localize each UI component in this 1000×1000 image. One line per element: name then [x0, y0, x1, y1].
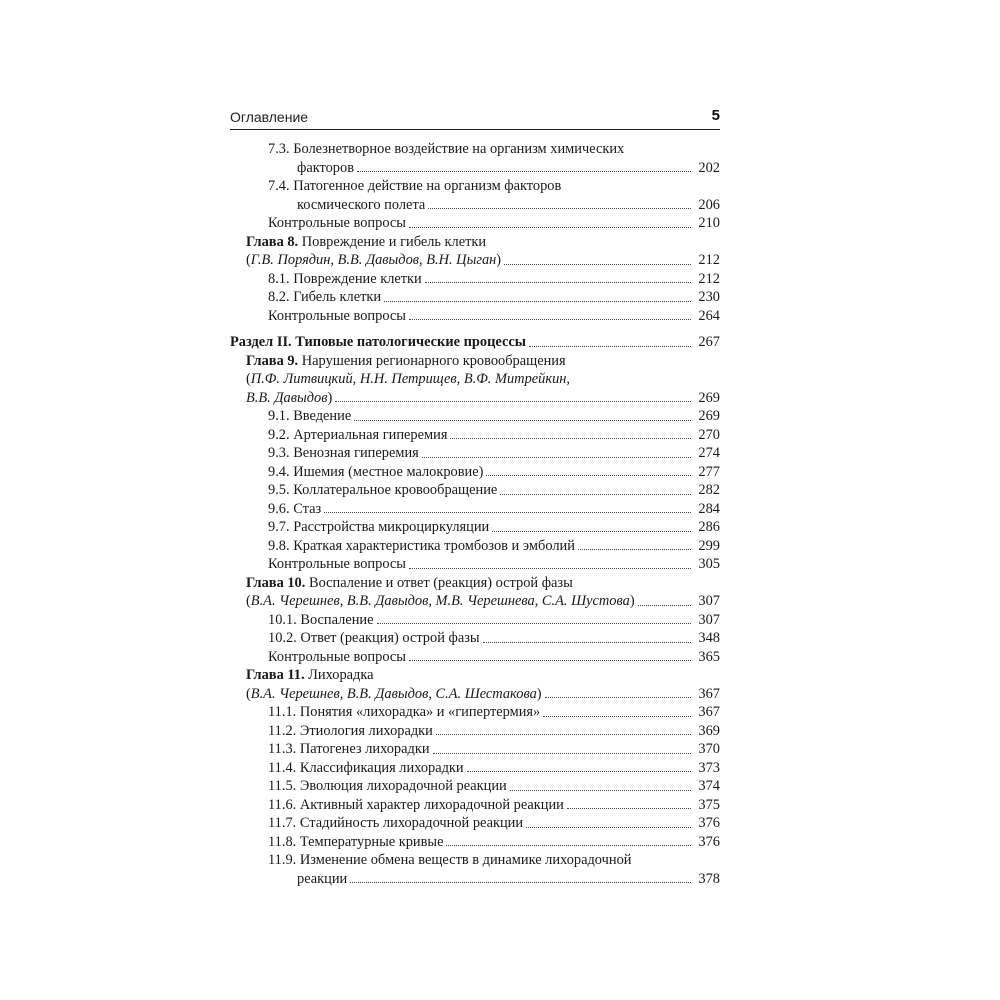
- toc-page-number: 206: [698, 196, 720, 213]
- dot-leader: [409, 568, 691, 569]
- toc-page-number: 270: [698, 426, 720, 443]
- toc-entry-title: 9.3. Венозная гиперемия: [268, 445, 419, 461]
- dot-leader: [422, 457, 691, 458]
- toc-page-number: 367: [698, 685, 720, 702]
- toc-entry-control-questions-10: [230, 648, 720, 667]
- toc-entry-title: Контрольные вопросы: [268, 556, 406, 572]
- toc-entry-title-cont: космического полета: [297, 196, 426, 213]
- toc-entry-title: 9.5. Коллатеральное кровообращение: [268, 482, 498, 498]
- toc-sections-11: [230, 703, 720, 851]
- toc-page-number: 264: [698, 307, 720, 324]
- toc-entry-control-questions-9: [230, 555, 720, 574]
- toc-entry: [230, 407, 720, 426]
- toc-entry-title: Болезнетворное воздействие на организм химических: [293, 141, 625, 157]
- toc-entry-title: Контрольные вопросы: [268, 648, 406, 665]
- toc-page-number: 230: [698, 289, 720, 305]
- toc-entry-title: 9.1. Введение: [268, 408, 352, 424]
- toc-entry-title-cont: реакции: [297, 870, 348, 887]
- dot-leader: [446, 845, 691, 846]
- toc-page-number: 376: [698, 815, 720, 831]
- toc-entry-title: 8.2. Гибель клетки: [268, 289, 382, 305]
- toc-page-number: 370: [698, 741, 720, 757]
- toc-page-number: 378: [698, 870, 720, 887]
- toc-entry-7-4-cont: [230, 196, 720, 215]
- toc-entry: [230, 537, 720, 556]
- dot-leader: [578, 549, 691, 550]
- toc-entry-control-questions-7: [230, 214, 720, 233]
- toc-entry-title: Контрольные вопросы: [268, 307, 406, 324]
- toc-entry-title: 11.3. Патогенез лихорадки: [268, 741, 430, 757]
- toc-entry-7-3: [230, 140, 720, 159]
- toc-entry-11-9: [230, 851, 720, 870]
- toc-entry-title: 9.8. Краткая характеристика тромбозов и эмболий: [268, 537, 575, 554]
- toc-page-number: 365: [698, 648, 720, 665]
- toc-entry-number: 7.4.: [268, 178, 290, 194]
- dot-leader: [567, 808, 691, 809]
- toc-page-number: 307: [698, 611, 720, 628]
- toc-entry: [230, 444, 720, 463]
- toc-page-number: 299: [698, 537, 720, 554]
- toc-entry-11-9-cont: [230, 870, 720, 889]
- page-number: 5: [711, 107, 720, 124]
- toc-part-2: [230, 333, 720, 352]
- dot-leader: [409, 319, 691, 320]
- chapter-title: Лихорадка: [308, 667, 374, 683]
- dot-leader: [529, 346, 691, 347]
- toc-page-number: 369: [698, 722, 720, 739]
- toc-chapter-9-authors-cont: [230, 389, 720, 408]
- toc-chapter-11-authors: [230, 685, 720, 704]
- toc-page-number: 307: [698, 593, 720, 609]
- dot-leader: [354, 420, 691, 421]
- toc-entry: [230, 777, 720, 796]
- dot-leader: [409, 660, 691, 661]
- toc-page-number: 348: [698, 630, 720, 646]
- toc-page-number: 282: [698, 482, 720, 498]
- toc-entry: [230, 796, 720, 815]
- toc-entry: [230, 759, 720, 778]
- dot-leader: [638, 605, 691, 606]
- dot-leader: [492, 531, 691, 532]
- toc-entry-title: 11.1. Понятия «лихорадка» и «гипертермия»: [268, 704, 541, 720]
- toc-page-number: 374: [698, 778, 720, 794]
- toc-entry: [230, 426, 720, 445]
- toc-page-number: 305: [698, 556, 720, 572]
- chapter-authors: (В.А. Черешнев, В.В. Давыдов, С.А. Шестакова): [246, 685, 542, 702]
- toc-page-number: 202: [698, 159, 720, 176]
- toc-entry-title: Патогенное действие на организм факторов: [293, 178, 562, 194]
- toc-entry-7-4: [230, 177, 720, 196]
- chapter-label: Глава 10.: [246, 574, 306, 591]
- toc-entry-title: 8.1. Повреждение клетки: [268, 270, 422, 287]
- toc-entry: [230, 481, 720, 500]
- dot-leader: [510, 790, 691, 791]
- toc-entry: [230, 833, 720, 852]
- toc-chapter-8: [230, 233, 720, 252]
- toc-chapter-10: [230, 574, 720, 593]
- toc-entry-title: 11.4. Классификация лихорадки: [268, 759, 464, 776]
- chapter-authors: (В.А. Черешнев, В.В. Давыдов, М.В. Черешнева, С.А. Шустова): [246, 593, 635, 609]
- toc-entry-title: 11.2. Этиология лихорадки: [268, 722, 433, 739]
- dot-leader: [350, 882, 691, 883]
- toc-entry-8-1: [230, 270, 720, 289]
- toc-entry-number: 7.3.: [268, 141, 290, 157]
- chapter-title: Нарушения регионарного кровообращения: [301, 352, 566, 369]
- dot-leader: [545, 697, 691, 698]
- chapter-title: Повреждение и гибель клетки: [301, 233, 487, 250]
- toc-page-number: 367: [698, 704, 720, 720]
- toc-entry: [230, 703, 720, 722]
- chapter-label: Глава 11.: [246, 667, 305, 683]
- dot-leader: [335, 401, 691, 402]
- toc-entry-title: 9.2. Артериальная гиперемия: [268, 426, 448, 443]
- part-title: Раздел II. Типовые патологические процессы: [230, 334, 526, 350]
- dot-leader: [486, 475, 691, 476]
- toc-page-number: 284: [698, 500, 720, 517]
- toc-entry: [230, 518, 720, 537]
- toc-sections-9: [230, 407, 720, 555]
- toc-entry-title: 11.8. Температурные кривые: [268, 833, 444, 850]
- toc-page-number: 269: [698, 389, 720, 406]
- dot-leader: [324, 512, 691, 513]
- toc-entry: [230, 500, 720, 519]
- toc-page-number: 269: [698, 408, 720, 424]
- dot-leader: [357, 171, 691, 172]
- toc-entry: [230, 814, 720, 833]
- chapter-authors-cont: В.В. Давыдов): [246, 389, 333, 406]
- toc-chapter-9-authors: (П.Ф. Литвицкий, Н.Н. Петрищев, В.Ф. Митрейкин,: [246, 371, 571, 387]
- chapter-title: Воспаление и ответ (реакция) острой фазы: [308, 574, 573, 591]
- toc-page-number: 375: [698, 796, 720, 813]
- toc-page-number: 373: [698, 759, 720, 776]
- toc-page-number: 277: [698, 463, 720, 480]
- toc-entry-10-2: [230, 629, 720, 648]
- toc-page-number: 274: [698, 445, 720, 461]
- toc-entry-title: 9.7. Расстройства микроциркуляции: [268, 519, 490, 535]
- toc-entry-control-questions-8: [230, 307, 720, 326]
- toc-entry-title: 11.6. Активный характер лихорадочной реакции: [268, 796, 564, 813]
- toc-page-number: 376: [698, 833, 720, 850]
- toc-entry-title: Контрольные вопросы: [268, 215, 406, 231]
- page-header: [230, 107, 720, 130]
- dot-leader: [504, 264, 691, 265]
- toc-chapter-10-authors: [230, 592, 720, 611]
- chapter-authors: (Г.В. Порядин, В.В. Давыдов, В.Н. Цыган): [246, 252, 502, 268]
- toc-chapter-11: [230, 666, 720, 685]
- chapter-label: Глава 9.: [246, 352, 299, 369]
- dot-leader: [483, 642, 691, 643]
- dot-leader: [428, 208, 691, 209]
- toc-entry-8-2: [230, 288, 720, 307]
- dot-leader: [526, 827, 691, 828]
- dot-leader: [433, 753, 691, 754]
- toc-entry: [230, 722, 720, 741]
- chapter-authors: П.Ф. Литвицкий, Н.Н. Петрищев, В.Ф. Митрейкин,: [250, 371, 571, 387]
- toc-entry-number: 11.9.: [268, 852, 297, 868]
- toc-page-number: 210: [698, 215, 720, 231]
- toc-entry-10-1: [230, 611, 720, 630]
- toc-entry-title: 10.2. Ответ (реакция) острой фазы: [268, 630, 480, 646]
- chapter-label: Глава 8.: [246, 233, 299, 250]
- dot-leader: [409, 227, 691, 228]
- toc-entry: [230, 463, 720, 482]
- toc-page-number: 267: [698, 334, 720, 350]
- toc-entry-title: 11.7. Стадийность лихорадочной реакции: [268, 815, 524, 831]
- dot-leader: [425, 282, 691, 283]
- toc-page-number: 286: [698, 519, 720, 535]
- toc-entry-title: 11.5. Эволюция лихорадочной реакции: [268, 778, 507, 794]
- dot-leader: [467, 771, 691, 772]
- toc-entry-title: 10.1. Воспаление: [268, 611, 374, 628]
- toc-entry-title: Изменение обмена веществ в динамике лихорадочной: [299, 852, 632, 868]
- toc-entry-title-cont: факторов: [297, 159, 354, 176]
- toc-entry-title: 9.4. Ишемия (местное малокровие): [268, 463, 484, 480]
- toc-page-number: 212: [698, 270, 720, 287]
- dot-leader: [384, 301, 691, 302]
- dot-leader: [436, 734, 691, 735]
- toc-chapter-9: [230, 352, 720, 371]
- dot-leader: [543, 716, 691, 717]
- toc-chapter-8-authors: [230, 251, 720, 270]
- running-head: Оглавление: [230, 109, 309, 125]
- toc-entry-title: 9.6. Стаз: [268, 500, 322, 517]
- toc-entry-7-3-cont: [230, 159, 720, 178]
- toc-entry: [230, 740, 720, 759]
- dot-leader: [450, 438, 691, 439]
- toc-page-number: 212: [698, 252, 720, 268]
- dot-leader: [500, 494, 691, 495]
- table-of-contents: [230, 140, 720, 888]
- dot-leader: [377, 623, 691, 624]
